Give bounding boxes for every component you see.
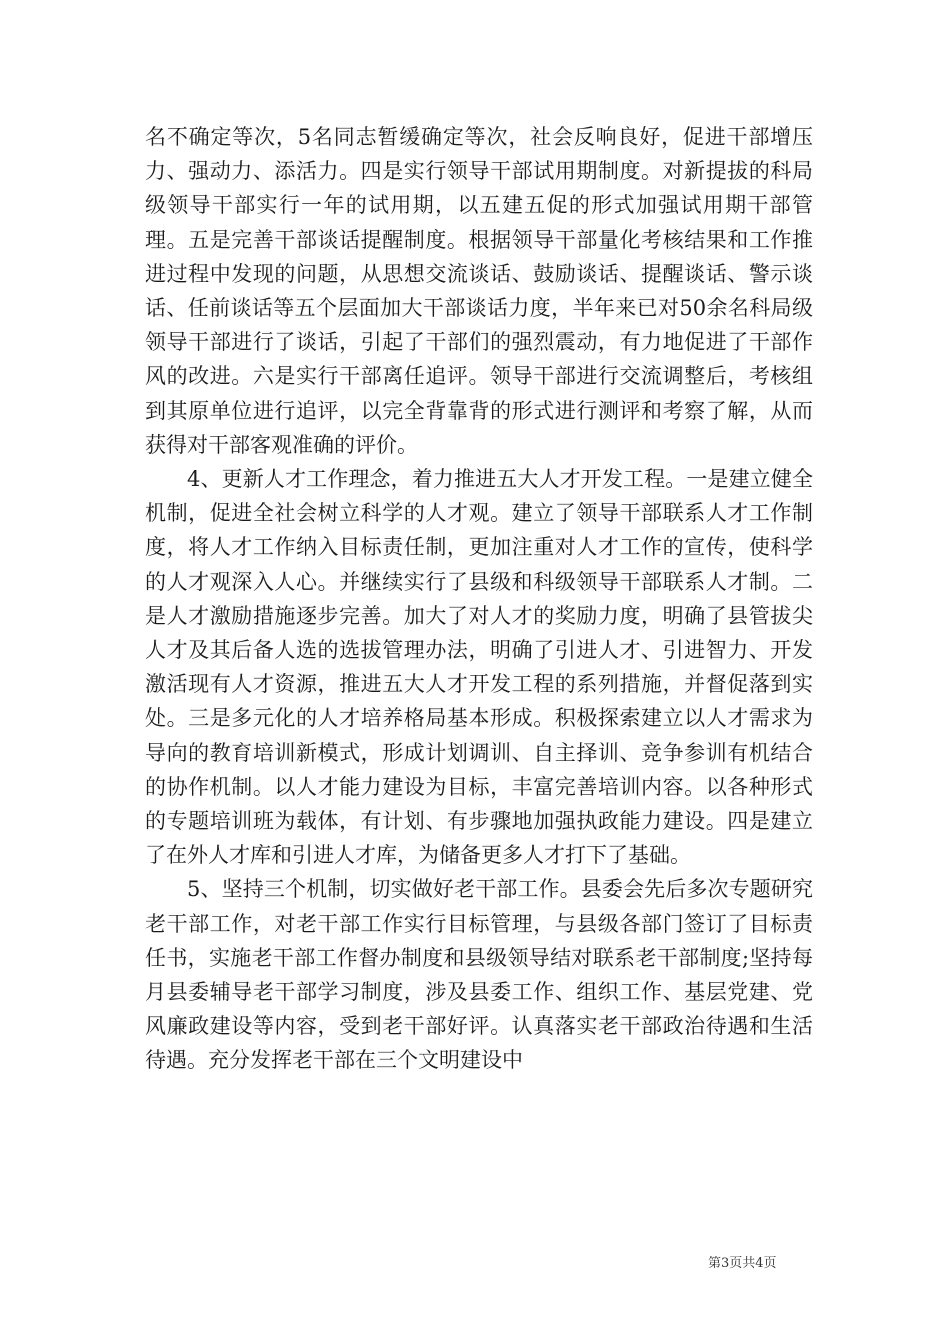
document-body [145, 120, 813, 1078]
paragraph-section-5: 5、坚持三个机制，切实做好老干部工作。县委会先后多次专题研究老干部工作，对老干部工作实行目标管理，与县级各部门签订了目标责任书，实施老干部工作督办制度和县级领导结对联系老干部制度;坚持每月县委辅导老干部学习制度，涉及县委工作、组织工作、基层党建、党风廉政建设等内容，受到老干部好评。认真落实老干部政治待遇和生活待遇。充分发挥老干部在三个文明建设中 [145, 877, 813, 1073]
page-number-footer: 第3页共4页 [708, 1256, 777, 1271]
paragraph-section-4: 4、更新人才工作理念，着力推进五大人才开发工程。一是建立健全机制，促进全社会树立科学的人才观。建立了领导干部联系人才工作制度，将人才工作纳入目标责任制，更加注重对人才工作的宣传，使科学的人才观深入人心。并继续实行了县级和科级领导干部联系人才制。二是人才激励措施逐步完善。加大了对人才的奖励力度，明确了县管拔尖人才及其后备人选的选拔管理办法，明确了引进人才、引进智力、开发激活现有人才资源，推进五大人才开发工程的系列措施，并督促落到实处。三是多元化的人才培养格局基本形成。积极探索建立以人才需求为导向的教育培训新模式，形成计划调训、自主择训、竞争参训有机结合的协作机制。以人才能力建设为目标，丰富完善培训内容。以各种形式的专题培训班为载体，有计划、有步骤地加强执政能力建设。四是建立了在外人才库和引进人才库，为储备更多人才打下了基础。 [145, 467, 813, 868]
paragraph-continuation: 名不确定等次，5名同志暂缓确定等次，社会反响良好，促进干部增压力、强动力、添活力。四是实行领导干部试用期制度。对新提拔的科局级领导干部实行一年的试用期，以五建五促的形式加强试用期干部管理。五是完善干部谈话提醒制度。根据领导干部量化考核结果和工作推进过程中发现的问题，从思想交流谈话、鼓励谈话、提醒谈话、警示谈话、任前谈话等五个层面加大干部谈话力度，半年来已对50余名科局级领导干部进行了谈话，引起了干部们的强烈震动，有力地促进了干部作风的改进。六是实行干部离任追评。领导干部进行交流调整后，考核组到其原单位进行追评，以完全背靠背的形式进行测评和考察了解，从而获得对干部客观准确的评价。 [145, 125, 813, 457]
